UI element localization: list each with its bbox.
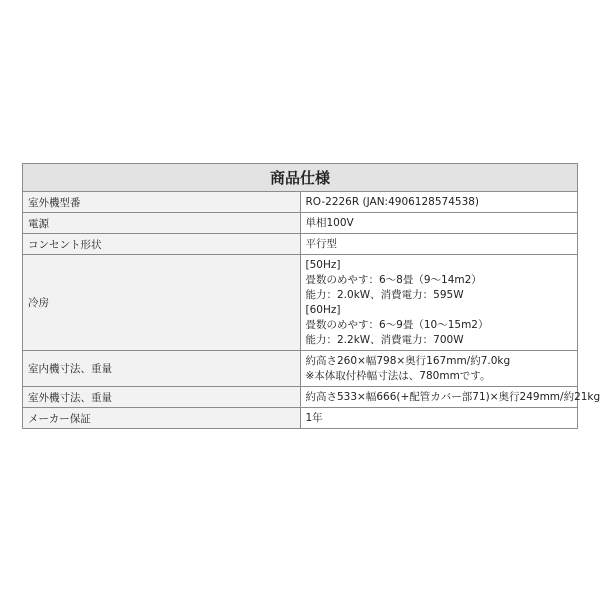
- spec-value-line: 約高さ260×幅798×奥行167mm/約7.0kg: [305, 354, 511, 367]
- spec-label: 冷房: [23, 255, 301, 351]
- spec-row-outdoor-size: [23, 387, 578, 408]
- spec-value: [300, 192, 578, 213]
- spec-value-line: [60Hz]: [305, 303, 341, 316]
- table-title: 商品仕様: [23, 164, 578, 192]
- spec-row-warranty: [23, 408, 578, 429]
- spec-value: [300, 351, 578, 387]
- spec-row-indoor-size: [23, 351, 578, 387]
- spec-value-line: 畳数のめやす：6～9畳（10～15m2）: [305, 318, 489, 331]
- spec-value-line: ※本体取付枠幅寸法は、780mmです。: [305, 369, 491, 382]
- spec-value-line: 1年: [305, 411, 323, 424]
- title-row: [23, 164, 578, 192]
- spec-row-power: [23, 213, 578, 234]
- spec-label: 室内機寸法、重量: [23, 351, 301, 387]
- spec-value-line: 平行型: [305, 237, 337, 250]
- spec-value: [300, 408, 578, 429]
- spec-value-line: 能力：2.0kW、消費電力：595W: [305, 288, 464, 301]
- spec-row-outdoor-model: [23, 192, 578, 213]
- spec-value-line: 畳数のめやす：6～8畳（9～14m2）: [305, 273, 482, 286]
- spec-label: 電源: [23, 213, 301, 234]
- spec-value: [300, 213, 578, 234]
- spec-value: [300, 234, 578, 255]
- spec-label: メーカー保証: [23, 408, 301, 429]
- spec-label: コンセント形状: [23, 234, 301, 255]
- spec-value-line: RO-2226R (JAN:4906128574538): [305, 195, 480, 208]
- spec-row-outlet: [23, 234, 578, 255]
- spec-value-line: 約高さ533×幅666(+配管カバー部71)×奥行249mm/約21kg: [305, 390, 600, 403]
- spec-table: [22, 163, 600, 429]
- spec-value-line: 単相100V: [305, 216, 354, 229]
- spec-value: [300, 255, 578, 351]
- spec-value-line: 能力：2.2kW、消費電力：700W: [305, 333, 464, 346]
- spec-label: 室外機型番: [23, 192, 301, 213]
- spec-row-cooling: [23, 255, 578, 351]
- spec-label: 室外機寸法、重量: [23, 387, 301, 408]
- spec-value: [300, 387, 600, 408]
- spec-value-line: [50Hz]: [305, 258, 341, 271]
